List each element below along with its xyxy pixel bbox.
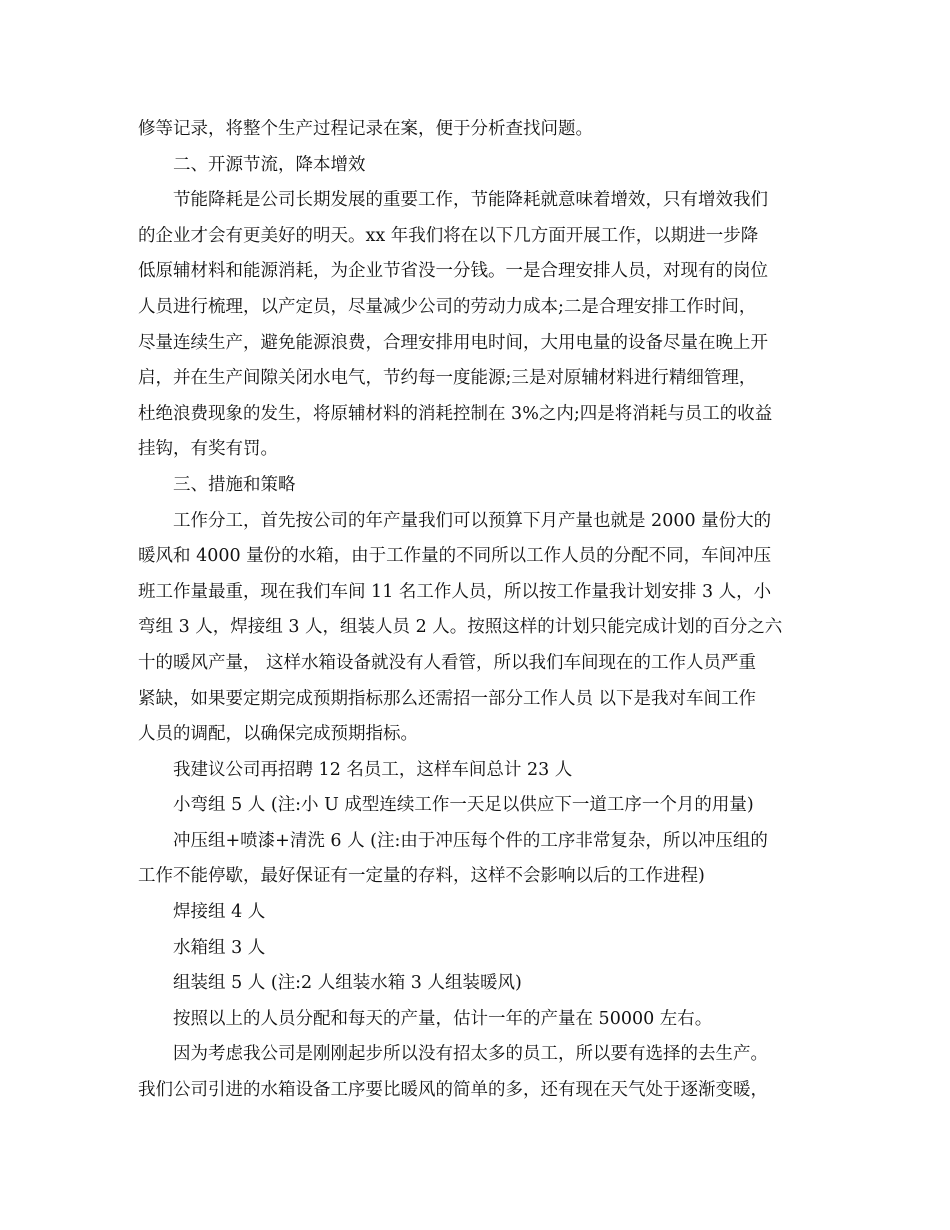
text-line: 紧缺，如果要定期完成预期指标那么还需招一部分工作人员 以下是我对车间工作 — [138, 688, 757, 709]
text-line: 十的暖风产量， 这样水箱设备就没有人看管，所以我们车间现在的工作人员严重 — [138, 652, 757, 673]
text-line: 工作分工，首先按公司的年产量我们可以预算下月产量也就是 2000 量份大的 — [173, 510, 772, 531]
text-line: 节能降耗是公司长期发展的重要工作，节能降耗就意味着增效，只有增效我们 — [173, 190, 768, 211]
text-line: 因为考虑我公司是刚刚起步所以没有招太多的员工，所以要有选择的去生产。 — [173, 1044, 768, 1065]
text-line: 按照以上的人员分配和每天的产量，估计一年的产量在 50000 左右。 — [173, 1008, 713, 1029]
text-line: 冲压组+喷漆+清洗 6 人 (注:由于冲压每个件的工序非常复杂，所以冲压组的 — [173, 830, 768, 851]
text-line: 人员的调配，以确保完成预期指标。 — [138, 724, 418, 745]
text-line: 我建议公司再招聘 12 名员工，这样车间总计 23 人 — [173, 759, 573, 780]
text-line: 杜绝浪费现象的发生，将原辅材料的消耗控制在 3%之内;四是将消耗与员工的收益 — [138, 403, 773, 424]
text-line: 水箱组 3 人 — [173, 937, 266, 958]
text-line: 焊接组 4 人 — [173, 902, 266, 923]
text-line: 我们公司引进的水箱设备工序要比暖风的简单的多，还有现在天气处于逐渐变暖， — [138, 1080, 768, 1101]
section-heading: 二、开源节流，降本增效 — [173, 154, 366, 175]
text-line: 挂钩，有奖有罚。 — [138, 439, 278, 460]
document-body — [138, 112, 818, 1109]
text-line: 的企业才会有更美好的明天。xx 年我们将在以下几方面开展工作，以期进一步降 — [138, 225, 759, 246]
text-line: 尽量连续生产，避免能源浪费，合理安排用电时间，大用电量的设备尽量在晚上开 — [138, 332, 768, 353]
text-line: 人员进行梳理，以产定员，尽量减少公司的劳动力成本;二是合理安排工作时间， — [138, 296, 757, 317]
text-line: 低原辅材料和能源消耗，为企业节省没一分钱。一是合理安排人员，对现有的岗位 — [138, 261, 768, 282]
text-line: 弯组 3 人，焊接组 3 人，组装人员 2 人。按照这样的计划只能完成计划的百分之六 — [138, 617, 783, 638]
text-line: 工作不能停歇，最好保证有一定量的存料，这样不会影响以后的工作进程) — [138, 866, 705, 887]
text-line: 启，并在生产间隙关闭水电气，节约每一度能源;三是对原辅材料进行精细管理， — [138, 368, 757, 389]
text-line: 暖风和 4000 量份的水箱，由于工作量的不同所以工作人员的分配不同，车间冲压 — [138, 546, 772, 567]
text-line: 小弯组 5 人 (注:小 U 成型连续工作一天足以供应下一道工序一个月的用量) — [173, 795, 754, 816]
text-line: 班工作量最重，现在我们车间 11 名工作人员，所以按工作量我计划安排 3 人，小 — [138, 581, 772, 602]
text-line: 组装组 5 人 (注:2 人组装水箱 3 人组装暖风) — [173, 973, 522, 994]
text-line: 修等记录，将整个生产过程记录在案，便于分析查找问题。 — [138, 119, 593, 139]
section-heading: 三、措施和策略 — [173, 474, 296, 495]
